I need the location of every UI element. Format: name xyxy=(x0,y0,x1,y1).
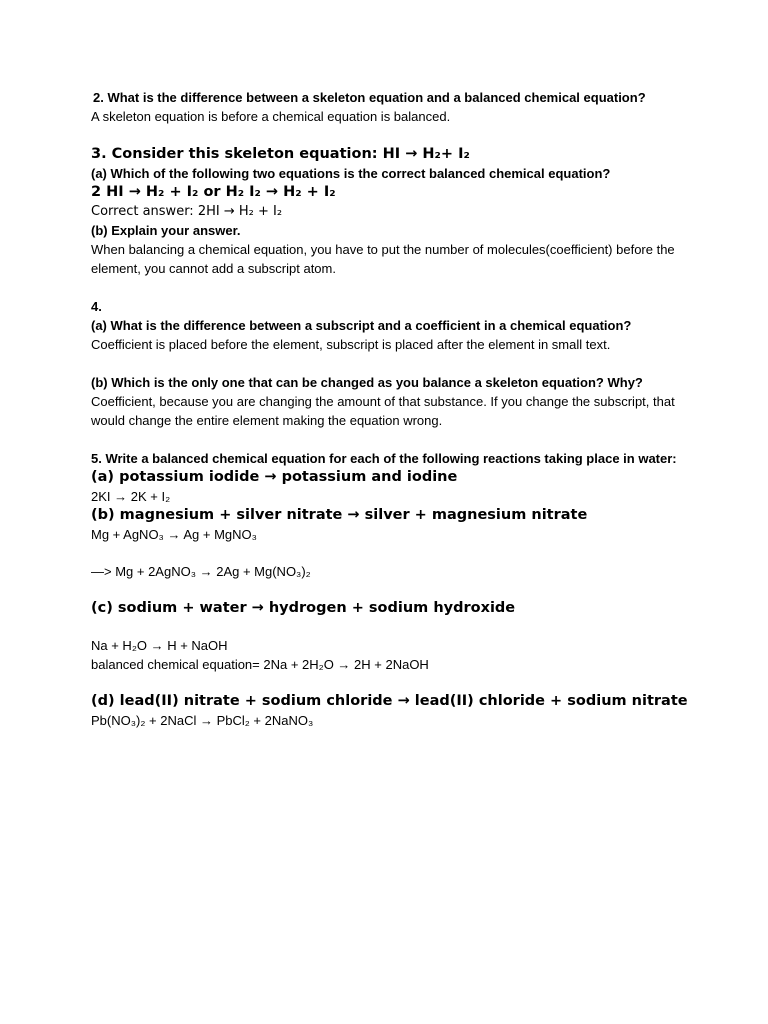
q5-d-answer: Pb(NO₃)₂ + 2NaCl → PbCl₂ + 2NaNO₃ xyxy=(91,713,314,728)
spacer xyxy=(91,544,691,562)
spacer xyxy=(91,674,691,692)
q5-b-heading: (b) magnesium + silver nitrate → silver + magnesium nitrate xyxy=(91,507,588,523)
q3-correct-answer: Correct answer: 2HI → H₂ + I₂ xyxy=(91,204,283,219)
q2-question: 2. What is the difference between a skeleton equation and a balanced chemical equation? xyxy=(93,90,646,105)
q5-c-heading: (c) sodium + water → hydrogen + sodium hydroxide xyxy=(91,600,516,616)
q3-options: 2 HI → H₂ + I₂ or H₂ I₂ → H₂ + I₂ xyxy=(91,184,336,200)
spacer xyxy=(91,430,691,449)
q5-c-balanced: balanced chemical equation= 2Na + 2H₂O → 2H + 2NaOH xyxy=(91,657,429,672)
q5-b-balanced: —> Mg + 2AgNO₃ → 2Ag + Mg(NO₃)₂ xyxy=(91,564,311,579)
spacer xyxy=(91,618,691,636)
q5-question: 5. Write a balanced chemical equation for each of the following reactions taking place in water: xyxy=(91,451,677,466)
spacer xyxy=(91,581,691,599)
q4-part-a: (a) What is the difference between a subscript and a coefficient in a chemical equation? xyxy=(91,318,632,333)
q3-part-b: (b) Explain your answer. xyxy=(91,223,241,238)
q3-explanation: When balancing a chemical equation, you have to put the number of molecules(coefficient) before the element, you cannot add a subscript atom. xyxy=(91,242,675,276)
q5-a-heading: (a) potassium iodide → potassium and iodine xyxy=(91,469,458,485)
document-body xyxy=(91,88,691,730)
q4-number: 4. xyxy=(91,299,102,314)
q2-answer: A skeleton equation is before a chemical equation is balanced. xyxy=(91,109,451,124)
spacer xyxy=(91,278,691,297)
q4-answer-b: Coefficient, because you are changing the amount of that substance. If you change the subscript, that would change the entire element making the equation wrong. xyxy=(91,394,675,428)
q3-part-a: (a) Which of the following two equations is the correct balanced chemical equation? xyxy=(91,166,611,181)
q5-b-skeleton: Mg + AgNO₃ → Ag + MgNO₃ xyxy=(91,527,257,542)
q5-d-heading: (d) lead(II) nitrate + sodium chloride → lead(II) chloride + sodium nitrate xyxy=(91,693,688,709)
q5-a-answer: 2KI → 2K + I₂ xyxy=(91,489,171,504)
q3-heading: 3. Consider this skeleton equation: HI → H₂+ I₂ xyxy=(91,146,470,162)
q5-c-skeleton: Na + H₂O → H + NaOH xyxy=(91,638,228,653)
spacer xyxy=(91,126,691,145)
q4-answer-a: Coefficient is placed before the element, subscript is placed after the element in small text. xyxy=(91,337,611,352)
q4-part-b: (b) Which is the only one that can be changed as you balance a skeleton equation? Why? xyxy=(91,375,643,390)
spacer xyxy=(91,354,691,373)
